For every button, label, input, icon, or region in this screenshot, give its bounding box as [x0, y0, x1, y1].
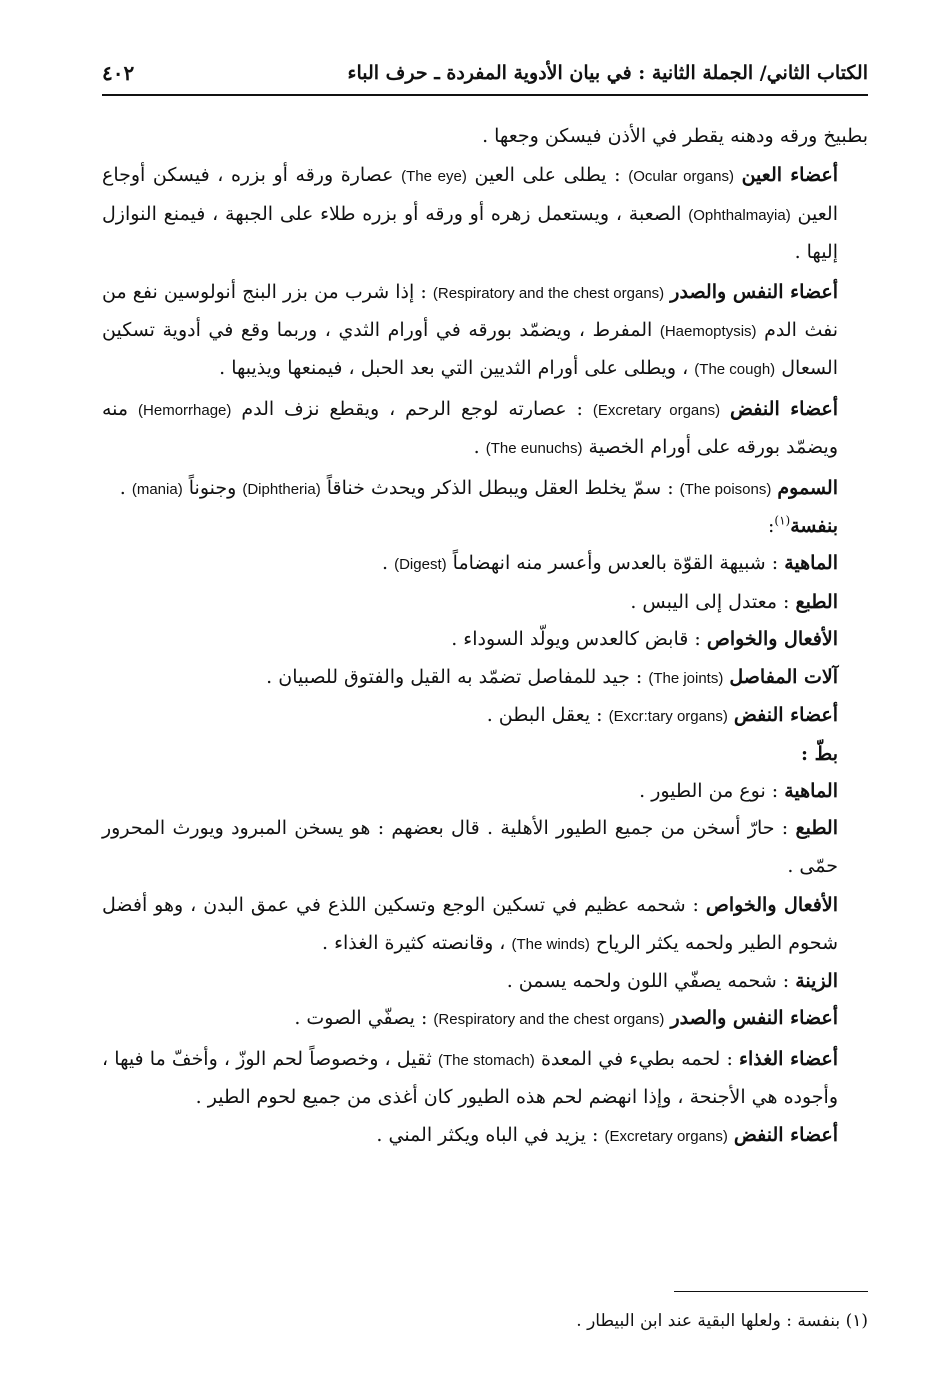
- text-run: : يطلى على العين: [474, 164, 621, 187]
- paragraph: [102, 118, 868, 155]
- section-term: أعضاء النفس والصدر: [670, 1007, 838, 1030]
- text-run: .: [382, 552, 389, 575]
- english-gloss: (Hemorrhage): [138, 401, 232, 419]
- paragraph-temperament: [102, 810, 868, 885]
- english-gloss: (mania): [131, 480, 183, 498]
- section-term: أعضاء النفض: [733, 704, 838, 727]
- running-title: الكتاب الثاني/ الجملة الثانية : في بيان الأدوية المفردة ـ حرف الباء: [347, 62, 868, 84]
- english-gloss: (The eunuchs): [485, 440, 583, 458]
- paragraph-ocular-organs: [102, 157, 868, 271]
- text-run: : شبيهة القوّة بالعدس وأعسر منه انهضاماً: [452, 552, 779, 575]
- text-run: : عصارته لوجع الرحم ، ويقطع نزف الدم: [241, 397, 583, 420]
- english-gloss: (Digest): [394, 556, 447, 574]
- text-run: : يعقل البطن .: [486, 704, 603, 727]
- paragraph-joints: [102, 659, 868, 697]
- text-run: : جيد للمفاصل تضمّد به القيل والفتوق للصبيان .: [266, 665, 643, 688]
- english-gloss: (Respiratory and the chest organs): [433, 1011, 665, 1029]
- section-term: الطبع: [795, 817, 838, 840]
- paragraph-excretory-organs: [102, 697, 868, 735]
- text-run: : حارّ أسخن من جميع الطيور الأهلية . قال بعضهم : هو يسخن المبرود ويورث المحرور حمّى .: [102, 817, 838, 877]
- text-run: .: [473, 436, 480, 459]
- entry-heading-banafsa: [102, 508, 868, 545]
- paragraph-nutrition-organs: [102, 1041, 868, 1117]
- english-gloss: (Excretary organs): [592, 401, 721, 419]
- paragraph-actions: [102, 621, 868, 658]
- section-term: الأفعال والخواص: [705, 894, 838, 917]
- entry-heading-batt: [102, 736, 868, 773]
- text-run: المفرط ، ويضمّد بورقه في أورام الثدي ، وربما وقع في أدوية تسكين السعال: [102, 319, 838, 380]
- english-gloss: (The eye): [401, 168, 467, 186]
- english-gloss: (The stomach): [437, 1051, 535, 1069]
- text-run: : شحمه عظيم في تسكين الوجع وتسكين اللذع في عمق البدن ، وهو أفضل شحوم الطير ولحمه يكثر الرياح: [102, 894, 838, 954]
- section-term: أعضاء النفض: [730, 397, 839, 420]
- text-run: وجنوناً: [188, 476, 237, 499]
- text-run: ثقيل ، وخصوصاً لحم الوزّ ، وأخفّ ما فيها ، وأجوده هي الأجنحة ، وإذا انهضم لحم هذه الطيور كان أغذى من جميع لحوم الطير .: [102, 1047, 838, 1109]
- english-gloss: (The poisons): [679, 480, 772, 498]
- english-gloss: (Respiratory and the chest organs): [432, 284, 665, 302]
- paragraph-respiratory-organs: [102, 274, 868, 389]
- text-run: عصارة ورقه أو بزره ، فيسكن أوجاع العين: [102, 164, 838, 225]
- text-run: : معتدل إلى اليبس .: [630, 590, 790, 613]
- section-term: الماهية: [784, 779, 838, 802]
- english-gloss: (The joints): [648, 669, 724, 687]
- footnote-marker: (١): [845, 1311, 868, 1331]
- text-run: : نوع من الطيور .: [639, 779, 779, 802]
- text-run: : سمّ يخلط العقل ويبطل الذكر ويحدث خناقاً: [326, 476, 674, 499]
- paragraph-nature: [102, 545, 868, 583]
- text-run: :: [767, 515, 775, 538]
- english-gloss: (The winds): [511, 935, 590, 953]
- section-term: آلات المفاصل: [729, 665, 838, 688]
- page-body: [102, 118, 868, 1155]
- text-run: منه ويضمّد بورقه على أورام الخصية: [102, 397, 838, 459]
- text-run: .: [119, 476, 126, 499]
- english-gloss: (Ocular organs): [628, 168, 734, 186]
- section-term: الطبع: [795, 590, 838, 613]
- section-term: السموم: [777, 476, 838, 499]
- footnote-text: بنفسة : ولعلها البقية عند ابن البيطار .: [576, 1311, 841, 1331]
- text-run: ، وقانصته كثيرة الغذاء .: [322, 931, 506, 954]
- footnote: [102, 1304, 868, 1338]
- section-term: الزينة: [795, 969, 838, 992]
- text-run: : إذا شرب من بزر البنج أنولوسين نفع من نفث الدم: [102, 280, 839, 342]
- paragraph-excretory-organs: [102, 391, 868, 468]
- section-term: الأفعال والخواص: [706, 628, 838, 651]
- paragraph-poisons: [102, 470, 868, 508]
- section-term: أعضاء النفض: [733, 1123, 838, 1146]
- paragraph-adornment: [102, 963, 868, 1000]
- section-term: أعضاء النفس والصدر: [670, 280, 838, 303]
- section-term: الماهية: [784, 552, 838, 575]
- text-run: : يصفّي الصوت .: [294, 1007, 428, 1030]
- text-run: الصعبة ، ويستعمل زهره أو ورقه أو بزره طلاء على الجبهة ، فيمنع النوازل إليها .: [102, 202, 838, 264]
- english-gloss: (Excretary organs): [604, 1127, 728, 1145]
- text-run: : لحمه بطيء في المعدة: [540, 1047, 733, 1070]
- section-term: أعضاء الغذاء: [739, 1047, 838, 1070]
- paragraph-actions: [102, 887, 868, 963]
- entry-heading: بطّ :: [801, 742, 838, 765]
- text-run: : قابض كالعدس ويولّد السوداء .: [451, 628, 701, 651]
- footnote-divider: [674, 1291, 868, 1292]
- text-run: ، ويطلى على أورام الثديين التي بعد الحبل ، فيمنعها ويذيبها .: [219, 357, 689, 380]
- paragraph-excretory-organs: [102, 1117, 868, 1155]
- text-run: : يزيد في الباه ويكثر المني .: [376, 1123, 599, 1146]
- english-gloss: (Haemoptysis): [659, 323, 757, 341]
- english-gloss: (The cough): [694, 361, 776, 379]
- paragraph-respiratory-organs: [102, 1000, 868, 1038]
- text-run: بطبيخ ورقه ودهنه يقطر في الأذن فيسكن وجعها .: [482, 125, 868, 147]
- english-gloss: (Ophthalmayia): [688, 206, 791, 224]
- entry-heading: بنفسة: [790, 515, 838, 538]
- page-number: ٤٠٢: [102, 61, 135, 85]
- paragraph-temperament: [102, 584, 868, 621]
- english-gloss: (Excr:tary organs): [608, 708, 728, 726]
- section-term: أعضاء العين: [741, 164, 839, 187]
- text-run: : شحمه يصفّي اللون ولحمه يسمن .: [506, 969, 790, 992]
- paragraph-nature: [102, 773, 868, 810]
- page-header: [102, 52, 868, 96]
- english-gloss: (Diphtheria): [242, 480, 321, 498]
- footnote-reference: (١): [774, 513, 791, 528]
